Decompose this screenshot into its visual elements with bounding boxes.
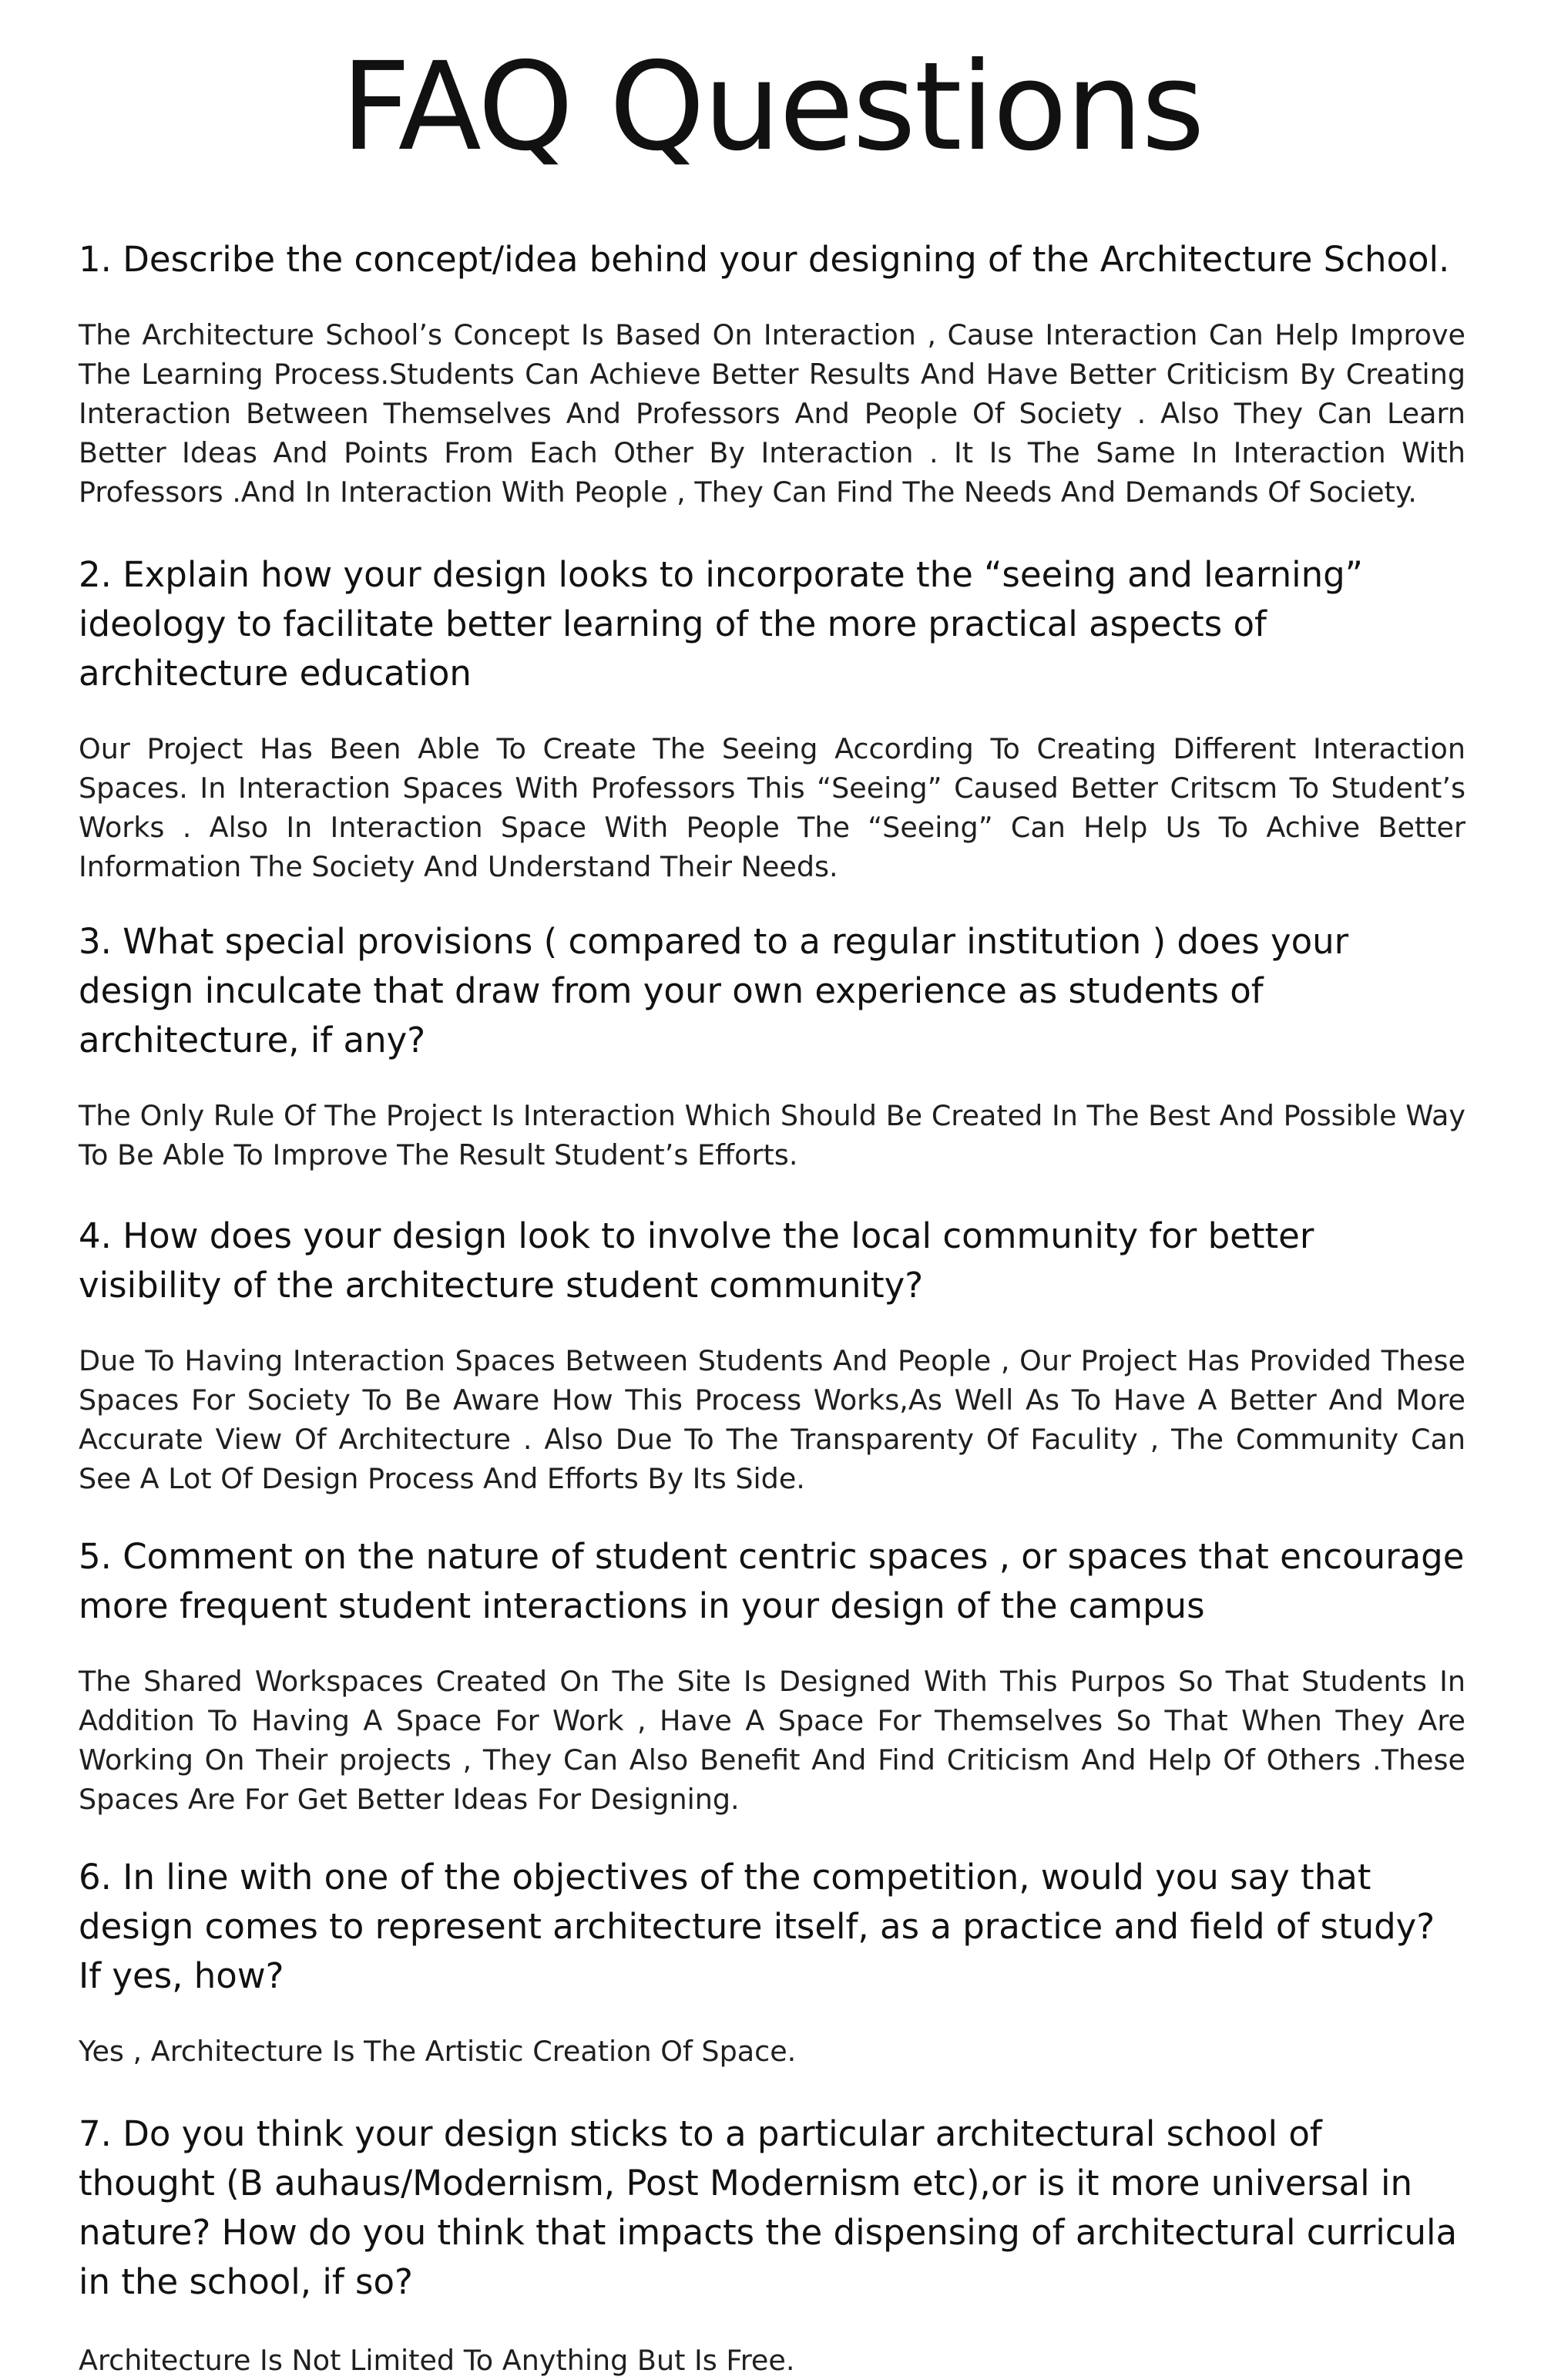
faq-item-2 — [79, 550, 1465, 886]
faq-question: 2. Explain how your design looks to incorporate the “seeing and learning” ideology to facilitate better learning of the more practical aspects of architecture education — [79, 554, 1363, 694]
faq-answer: Our Project Has Been Able To Create The Seeing According To Creating Different Interaction Spaces. In Interaction Spaces With Professors This “Seeing” Caused Better Critscm To Student’s Works . Also In Interaction Space With People The “Seeing” Can Help Us To Achive Better Information The Society And Understand Their Needs. — [79, 732, 1465, 883]
faq-answer: The Only Rule Of The Project Is Interaction Which Should Be Created In The Best And Possible Way To Be Able To Improve The Result Student’s Efforts. — [79, 1099, 1465, 1172]
faq-item-7 — [79, 2109, 1465, 2380]
faq-question: 6. In line with one of the objectives of the competition, would you say that design comes to represent architecture itself, as a practice and field of study? If yes, how? — [79, 1857, 1435, 1996]
faq-question: 4. How does your design look to involve the local community for better visibility of the architecture student community? — [79, 1215, 1314, 1306]
faq-question: 5. Comment on the nature of student centric spaces , or spaces that encourage more frequent student interactions in your design of the campus — [79, 1536, 1465, 1626]
faq-item-1 — [79, 235, 1465, 512]
faq-item-3 — [79, 917, 1465, 1175]
faq-answer: The Architecture School’s Concept Is Based On Interaction , Cause Interaction Can Help Improve The Learning Process.Students Can Achieve Better Results And Have Better Criticism By Creating Interaction Between Themselves And Professors And People Of Society . Also They Can Learn Better Ideas And Points From Each Other By Interaction . It Is The Same In Interaction With Professors .And In Interaction With People , They Can Find The Needs And Demands Of Society. — [79, 318, 1465, 509]
faq-question: 1. Describe the concept/idea behind your designing of the Architecture School. — [79, 239, 1450, 280]
faq-answer: Due To Having Interaction Spaces Between Students And People , Our Project Has Provided These Spaces For Society To Be Aware How This Process Works,As Well As To Have A Better And More Accurate View Of Architecture . Also Due To The Transparenty Of Faculity , The Community Can See A Lot Of Design Process And Efforts By Its Side. — [79, 1344, 1465, 1495]
faq-item-5 — [79, 1532, 1465, 1819]
page-title: FAQ Questions — [341, 36, 1204, 178]
faq-question: 3. What special provisions ( compared to a regular institution ) does your design inculcate that draw from your own experience as students of architecture, if any? — [79, 921, 1349, 1061]
faq-answer: Architecture Is Not Limited To Anything But Is Free. — [79, 2344, 795, 2377]
faq-question: 7. Do you think your design sticks to a particular architectural school of thought (B auhaus/Modernism, Post Modernism etc),or is it more universal in nature? How do you think that impacts the dispensing of architectural curricula in the school, if so? — [79, 2113, 1458, 2302]
faq-item-6 — [79, 1853, 1465, 2071]
faq-answer: Yes , Architecture Is The Artistic Creation Of Space. — [79, 2035, 797, 2068]
faq-answer: The Shared Workspaces Created On The Site Is Designed With This Purpos So That Students In Addition To Having A Space For Work , Have A Space For Themselves So That When They Are Working On Their projects , They Can Also Benefit And Find Criticism And Help Of Others .These Spaces Are For Get Better Ideas For Designing. — [79, 1665, 1465, 1816]
faq-item-4 — [79, 1212, 1465, 1498]
